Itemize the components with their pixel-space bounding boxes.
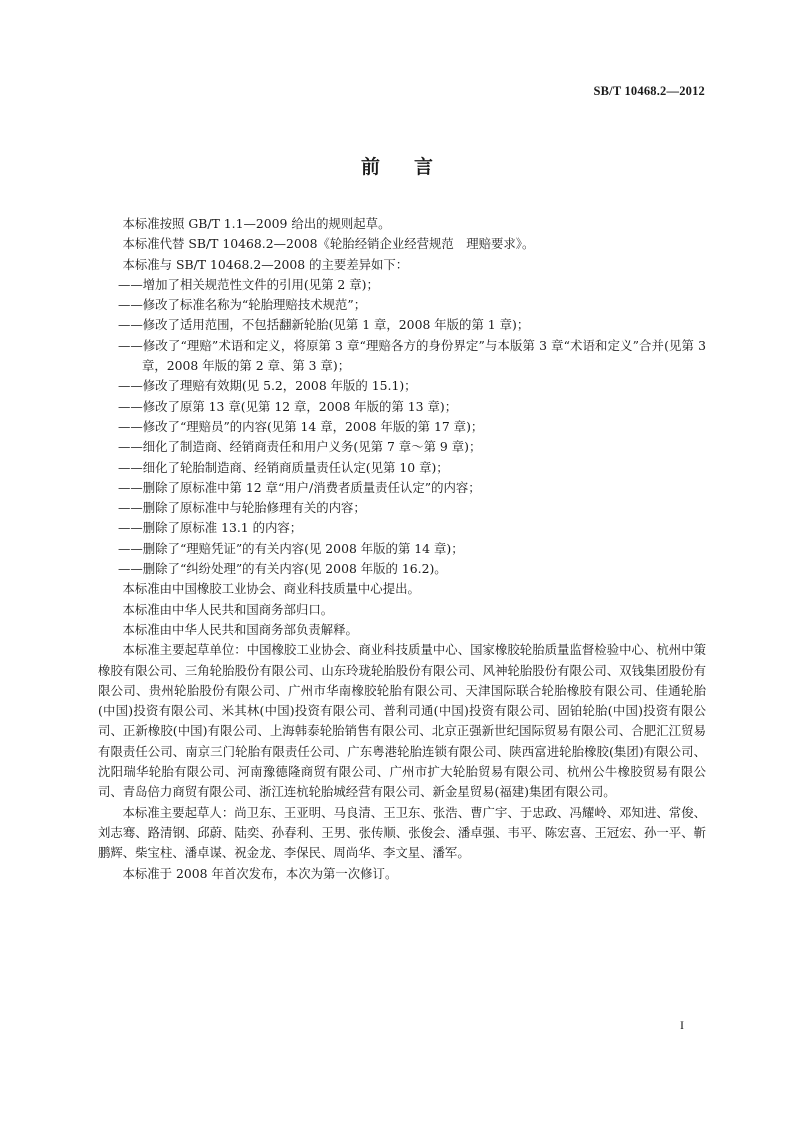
page-number: I [680, 1018, 684, 1032]
change-item: ——删除了“理赔凭证”的有关内容(见 2008 年版的第 14 章)； [118, 540, 464, 556]
change-item: ——修改了适用范围，不包括翻新轮胎(见第 1 章，2008 年版的第 1 章)； [118, 317, 530, 333]
paragraph: 本标准由中华人民共和国商务部归口。 [122, 601, 334, 617]
change-item: ——修改了“理赔员”的内容(见第 14 章，2008 年版的第 17 章)； [118, 418, 484, 434]
change-item: ——细化了制造商、经销商责任和用户义务(见第 7 章～第 9 章)； [118, 439, 482, 455]
paragraph: 本标准与 SB/T 10468.2—2008 的主要差异如下： [122, 256, 409, 272]
foreword-body [98, 214, 706, 884]
change-item: ——细化了轮胎制造商、经销商质量责任认定(见第 10 章)； [118, 459, 449, 475]
drafting-units: 本标准主要起草单位：中国橡胶工业协会、商业科技质量中心、国家橡胶轮胎质量监督检验中心、杭州中策橡胶有限公司、三角轮胎股份有限公司、山东玲珑轮胎股份有限公司、风神轮胎股份有限公司、双钱集团股份有限公司、贵州轮胎股份有限公司、广州市华南橡胶轮胎有限公司、天津国际联合轮胎橡胶有限公司、佳通轮胎(中国)投资有限公司、米其林(中国)投资有限公司、普利司通(中国)投资有限公司、固铂轮胎(中国)投资有限公司、正新橡胶(中国)有限公司、上海韩泰轮胎销售有限公司、北京正强新世纪国际贸易有限公司、合肥汇江贸易有限责任公司、南京三门轮胎有限责任公司、广东粤港轮胎连锁有限公司、陕西富进轮胎橡胶(集团)有限公司、沈阳瑞华轮胎有限公司、河南豫德隆商贸有限公司、广州市扩大轮胎贸易有限公司、杭州公牛橡胶贸易有限公司、青岛倍力商贸有限公司、浙江连杭轮胎城经营有限公司、新金星贸易(福建)集团有限公司。 [98, 642, 706, 800]
paragraph: 本标准代替 SB/T 10468.2—2008《轮胎经销企业经营规范 理赔要求》。 [122, 236, 535, 252]
drafters: 本标准主要起草人：尚卫东、王亚明、马良清、王卫东、张浩、曹广宇、于忠政、冯耀岭、邓知进、常俊、刘志骞、路清钢、邱蔚、陆奕、孙春利、王男、张传顺、张俊会、潘卓强、韦平、陈宏喜、王冠宏、孙一平、靳鹏辉、柴宝柱、潘卓谋、祝金龙、李保民、周尚华、李文星、潘军。 [98, 804, 706, 861]
change-item: ——删除了“纠纷处理”的有关内容(见 2008 年版的 16.2)。 [118, 561, 447, 577]
page-title: 前言 [360, 156, 467, 178]
change-item: ——修改了理赔有效期(见 5.2，2008 年版的 15.1)； [118, 378, 417, 394]
paragraph: 本标准由中华人民共和国商务部负责解释。 [122, 621, 358, 637]
standard-code: SB/T 10468.2—2012 [593, 84, 705, 98]
change-item: ——删除了原标准 13.1 的内容； [118, 520, 303, 536]
paragraph: 本标准于 2008 年首次发布，本次为第一次修订。 [122, 865, 398, 881]
change-item: ——修改了标准名称为“轮胎理赔技术规范”； [118, 297, 367, 313]
change-item: ——修改了原第 13 章(见第 12 章，2008 年版的第 13 章)； [118, 398, 458, 414]
paragraph: 本标准按照 GB/T 1.1—2009 给出的规则起草。 [122, 216, 391, 231]
change-item: ——修改了“理赔”术语和定义，将原第 3 章“理赔各方的身份界定”与本版第 3 章“术语和定义”合并(见第 3 章，2008 年版的第 2 章、第 3 章)； [118, 337, 706, 374]
change-item: ——删除了原标准中第 12 章“用户/消费者质量责任认定”的内容； [118, 479, 481, 495]
change-item: ——增加了相关规范性文件的引用(见第 2 章)； [118, 276, 379, 292]
change-item: ——删除了原标准中与轮胎修理有关的内容； [118, 500, 366, 516]
paragraph: 本标准由中国橡胶工业协会、商业科技质量中心提出。 [122, 581, 420, 597]
